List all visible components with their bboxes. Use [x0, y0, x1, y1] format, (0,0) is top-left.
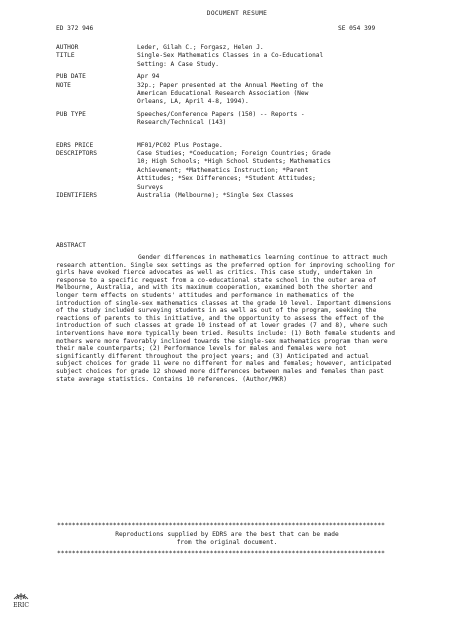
field-value: Single-Sex Mathematics Classes in a Co-Educational Setting: A Case Study.: [137, 52, 324, 68]
field-row-pub-date: [56, 73, 416, 81]
field-row-title: [56, 52, 416, 69]
field-value: Case Studies; *Coeducation; Foreign Countries; Grade 10; High Schools; *High School Students; Mathematics Achievement; *Mathematics Instruction; *Parent Attitudes; *Sex Differences; *Student Attitudes; Surveys: [137, 150, 331, 191]
field-label: AUTHOR: [56, 44, 79, 51]
svg-text:ERIC: ERIC: [13, 602, 29, 609]
se-number: SE 054 399: [338, 25, 376, 32]
field-value: Leder, Gilah C.; Forgasz, Helen J.: [137, 44, 264, 51]
star-divider-bottom: ****************************************************************************************: [57, 550, 385, 557]
abstract-heading: ABSTRACT: [56, 242, 86, 249]
field-label: IDENTIFIERS: [56, 192, 97, 200]
field-row-author: [56, 44, 416, 52]
field-row-identifiers: [56, 192, 416, 200]
field-value: MF01/PC02 Plus Postage.: [137, 141, 223, 149]
field-row-pub-type: [56, 111, 416, 128]
field-value: Apr 94: [137, 73, 160, 81]
reproduction-line-2: from the original document.: [176, 539, 278, 547]
field-value: Speeches/Conference Papers (150) -- Reports - Research/Technical (143): [137, 110, 305, 127]
metadata-fields: [56, 44, 416, 201]
abstract-body: Gender differences in mathematics learning continue to attract much research attention. Single sex settings as the preferred option for improving schooling for girls have evoked fierce advocates as well as critics. This case study, undertaken in response to a specific request from a co-educational state school in the outer area of Melbourne, Australia, and with its maximum cooperation, examined both the shorter and longer term effects on students' attitudes and performance in mathematics of the introduction of single-sex mathematics classes at the grade 10 level. Important dimensions of the study included surveying students in as well as out of the program, seeking the reactions of parents to this initiative, and the opportunity to assess the effect of the introduction of such classes at grade 10 instead of at lower grades (7 and 8), where such interventions have more typically been tried. Results include: (1) Both female students and mothers were more favorably inclined towards the single-sex mathematics program than were their male counterparts; (2) Performance levels for males and females were not significantly different throughout the project years; and (3) Anticipated and actual subject choices for grade 11 were no different for males and females; however, anticipated subject choices for grade 12 showed more differences between males and females than past state average statistics. Contains 10 references. (Author/MKR): [56, 254, 395, 383]
field-label: DESCRIPTORS: [56, 150, 97, 158]
eric-logo: [11, 589, 31, 611]
field-label: PUB TYPE: [56, 110, 86, 118]
reproduction-notice: [64, 531, 390, 548]
field-label: NOTE: [56, 81, 71, 89]
document-title: DOCUMENT RESUME: [206, 10, 268, 17]
field-row-edrs-price: [56, 142, 416, 150]
field-value: 32p.; Paper presented at the Annual Meeting of the American Educational Research Association (New Orleans, LA, April 4-8, 1994).: [137, 81, 324, 106]
reproduction-line-1: Reproductions supplied by EDRS are the best that can be made: [115, 531, 339, 538]
ed-number: ED 372 946: [56, 25, 94, 32]
field-row-note: [56, 82, 416, 107]
field-label: EDRS PRICE: [56, 141, 94, 149]
field-row-descriptors: [56, 150, 416, 192]
field-label: TITLE: [56, 52, 75, 60]
star-divider-top: ****************************************************************************************: [57, 522, 385, 529]
field-label: PUB DATE: [56, 73, 86, 81]
field-value: Australia (Melbourne); *Single Sex Classes: [137, 192, 294, 200]
